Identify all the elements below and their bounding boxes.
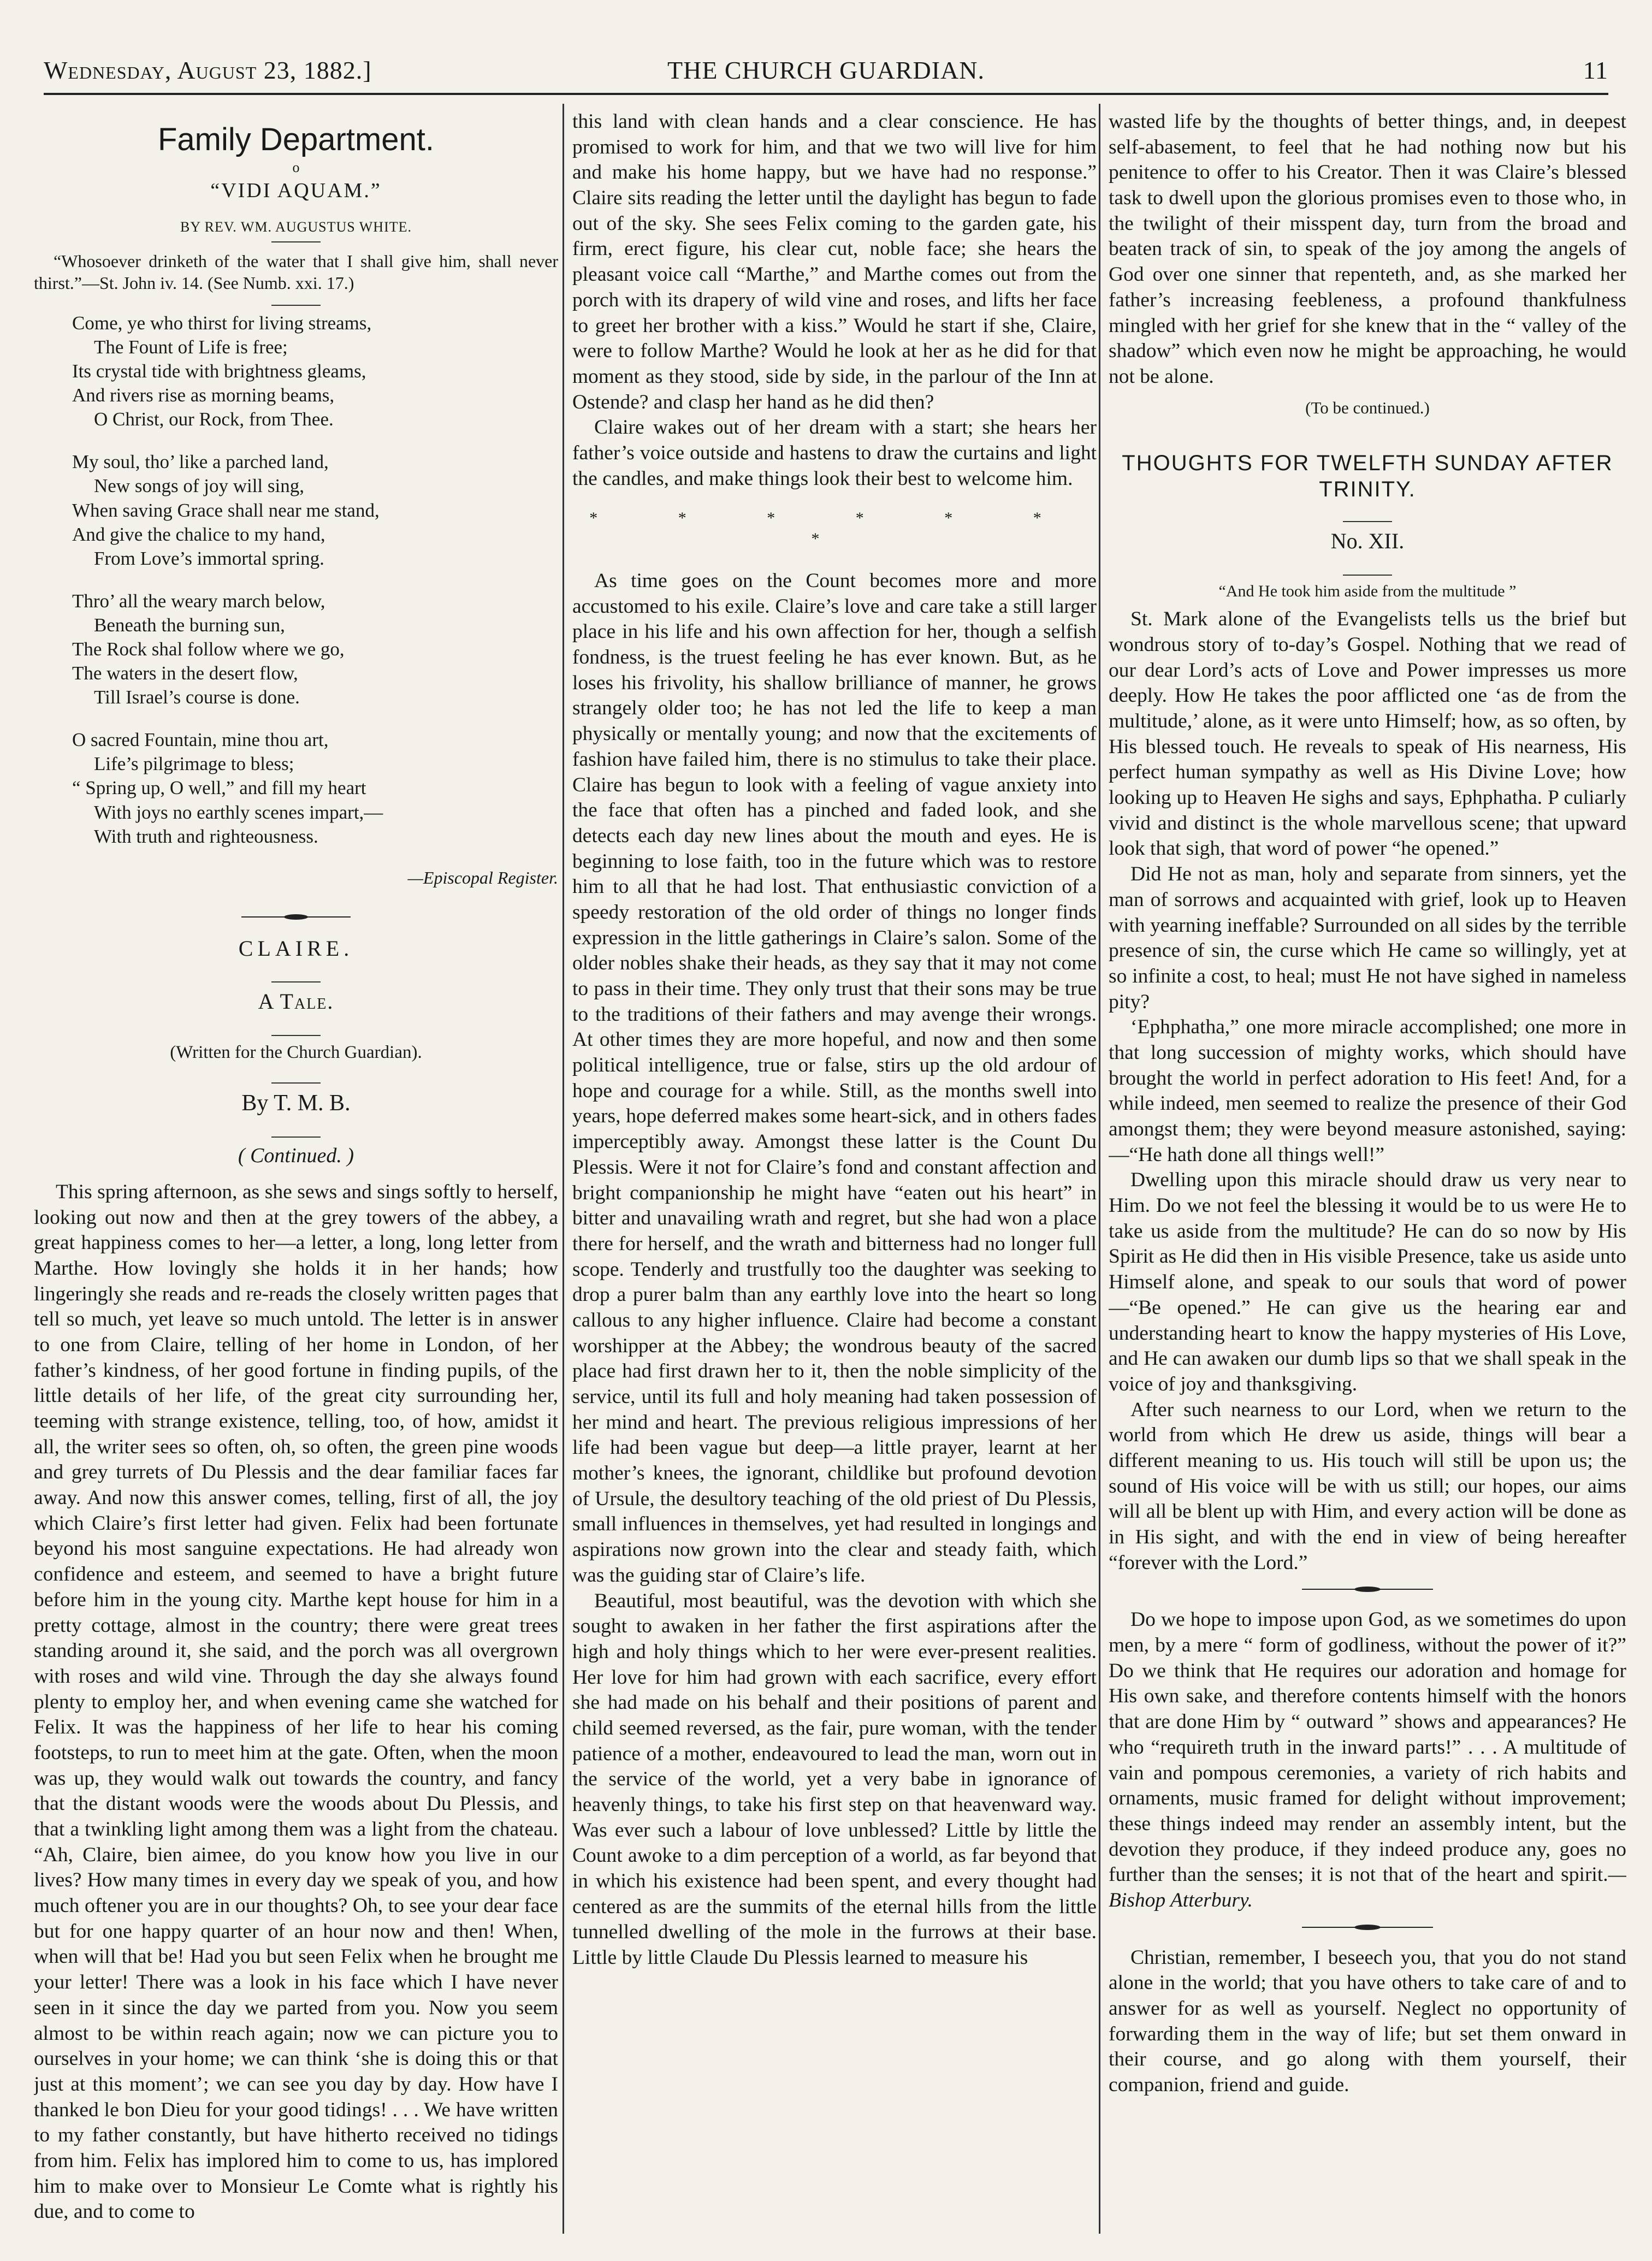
atterbury-source: —Bishop Atterbury. bbox=[1109, 1863, 1626, 1911]
poem-line: Life’s pilgrimage to bless; bbox=[94, 753, 294, 775]
masthead: THE CHURCH GUARDIAN. bbox=[667, 56, 985, 84]
poem-stanza bbox=[72, 728, 558, 848]
article-paragraph: Dwelling upon this miracle should draw us very near to Him. Do we not feel the blessing it would be to us were He to take us aside from the multitude? He can do so now by His Spirit as He did then in His visible Presence, take us aside unto Himself alone, and speak to our souls that word of power—“Be opened.” He can give us the hearing ear and understanding heart to know the happy mysteries of His Love, and He can awaken our dumb lips so that we shall speak in the voice of joy and thanksgiving. bbox=[1109, 1169, 1626, 1395]
article-paragraph bbox=[1109, 1607, 1626, 1913]
issue-date: Wednesday, August 23, 1882.] bbox=[44, 56, 372, 84]
thoughts-epigraph: “And He took him aside from the multitude ” bbox=[1218, 582, 1517, 600]
poem-epigraph: “Whosoever drinketh of the water that I shall give him, shall never thirst.”—St. John iv. 14. (See Numb. xxi. 17.) bbox=[34, 251, 558, 293]
poem-line: “ Spring up, O well,” and fill my heart bbox=[72, 777, 366, 799]
poem-stanza bbox=[72, 589, 558, 709]
article-paragraph: After such nearness to our Lord, when we return to the world from which He drew us aside, things will bear a different meaning to us. His touch will still be upon us; the sound of His voice will be with us still; our hopes, our aims will all be blent up with Him, and every action will be done as in His sight, and with the end in view of being hereafter “forever with the Lord.” bbox=[1109, 1398, 1626, 1574]
article-paragraph: wasted life by the thoughts of better things, and, in deepest self-abasement, to feel that he had nothing now but his penitence to offer to his Creator. Then it was Claire’s blessed task to dwell upon the glorious promises even to those who, in the twilight of their misspent day, turn from the broad and beaten track of sin, to speak of the joy among the angels of God over one sinner that repenteth, and, as she marked her father’s increasing feebleness, a profound thankfulness mingled with her grief for she knew that in the “ valley of the shadow” which even now he might be approaching, he would not be alone. bbox=[1109, 110, 1626, 388]
poem-source: —Episcopal Register. bbox=[407, 867, 558, 887]
poem-line: O sacred Fountain, mine thou art, bbox=[72, 729, 329, 751]
divider bbox=[271, 1035, 321, 1036]
to-be-continued: (To be continued.) bbox=[1305, 398, 1430, 417]
poem-line: Its crystal tide with brightness gleams, bbox=[72, 360, 366, 382]
article-paragraph: this land with clean hands and a clear conscience. He has promised to work for him, and that we two will live for him and make his home happy, but we have had no response.” Claire sits reading the letter until the daylight has begun to fade out of the sky. She sees Felix coming to the garden gate, his firm, erect figure, his clear cut, noble face; she hears the pleasant voice call “Marthe,” and Marthe comes out from the porch with its drapery of wild vine and roses, and lifts her face to greet her brother with a kiss.” Would he start if she, Claire, were to follow Marthe? Would he look at her as he did for that moment as they stood, side by side, in the parlour of the Inn at Ostende? and clasp her hand as he did then? bbox=[572, 110, 1097, 413]
poem-line: And give the chalice to my hand, bbox=[72, 523, 325, 545]
article-paragraph: ‘Ephphatha,” one more miracle accomplished; one more in that long succession of mighty works, which should have brought the world in perfect adoration to His feet! And, for a while indeed, men seemed to realize the presence of their God amongst them; they were beyond measure astonished, saying:—“He hath done all things well!” bbox=[1109, 1016, 1626, 1166]
ornament-divider-icon bbox=[1302, 1585, 1433, 1593]
poem-byline: BY REV. WM. AUGUSTUS WHITE. bbox=[180, 218, 412, 235]
poem-line: My soul, tho’ like a parched land, bbox=[72, 451, 329, 473]
poem-line: New songs of joy will sing, bbox=[94, 475, 304, 497]
tale-continued: ( Continued. ) bbox=[238, 1144, 354, 1167]
poem-stanza bbox=[72, 311, 558, 431]
tale-title: CLAIRE. bbox=[238, 936, 354, 961]
column-3 bbox=[1109, 109, 1626, 2228]
poem-line: The waters in the desert flow, bbox=[72, 662, 298, 684]
divider bbox=[1343, 575, 1392, 576]
poem-body bbox=[72, 311, 558, 849]
poem-title: “VIDI AQUAM.” bbox=[210, 179, 382, 203]
column-1 bbox=[34, 109, 558, 2228]
tale-note: (Written for the Church Guardian). bbox=[170, 1043, 422, 1063]
poem-line: Come, ye who thirst for living streams, bbox=[72, 312, 372, 334]
poem-line: Thro’ all the weary march below, bbox=[72, 590, 325, 612]
column-2 bbox=[572, 109, 1097, 2228]
title-divider: o bbox=[292, 159, 300, 176]
poem-line: With joys no earthly scenes impart,— bbox=[94, 801, 383, 823]
ornament-divider-icon bbox=[1302, 1923, 1433, 1931]
article-paragraph: Christian, remember, I beseech you, that you do not stand alone in the world; that you have others to take care of and to answer for as well as yourself. Neglect no opportunity of forwarding them in the way of life; but set them onward in their course, and go along with them yourself, their companion, friend and guide. bbox=[1109, 1946, 1626, 2097]
column-rule bbox=[1099, 104, 1100, 2234]
poem-line: Beneath the burning sun, bbox=[94, 614, 285, 636]
article-paragraph: Claire wakes out of her dream with a start; she hears her father’s voice outside and hastens to draw the curtains and light the candles, and make things look their best to welcome him. bbox=[572, 416, 1097, 490]
page-number: 11 bbox=[1583, 56, 1608, 84]
page-header bbox=[44, 48, 1608, 95]
poem-line: The Fount of Life is free; bbox=[94, 336, 288, 358]
article-paragraph: This spring afternoon, as she sews and sings softly to herself, looking out now and then at the grey towers of the abbey, a great happiness comes to her—a letter, a long, long letter from Marthe. How lovingly she holds it in her hands; how lingeringly she reads and re-reads the closely written pages that tell so much, yet leave so much untold. The letter is in answer to one from Claire, telling of her home in London, of her father’s kindness, of her good fortune in finding pupils, of the little details of her life, of the great city surrounding her, teeming with strange existence, telling, too, of how, amidst it all, the writer sees so often, oh, so often, the green pine woods and grey turrets of Du Plessis and the dear familiar faces far away. And now this answer comes, telling, first of all, the joy which Claire’s first letter had given. Felix had been fortunate beyond his most sanguine expectations. He had already won confidence and esteem, and seemed to have a bright future before him in the young city. Marthe kept house for him in a pretty cottage, almost in the country; there were great trees standing around it, she said, and the porch was all overgrown with roses and wild vine. Through the day she always found plenty to employ her, and when evening came she watched for Felix. It was the happiness of her life to hear his coming footsteps, to run to meet him at the gate. Often, when the moon was up, they would walk out towards the country, and fancy that the distant woods were the woods about Du Plessis, and that a twinkling light among them was a light from the chateau. “Ah, Claire, bien aimee, do you know how you live in our lives? How many times in every day we speak of you, and how much oftener you are in our thoughts? Oh, to see your dear face but for one happy quarter of an hour now and then! When, when will that be! Had you but seen Felix when he brought me your letter! There was a look in his face which I have never seen in it since the day we parted from you. Now you seem almost to be within reach again; now we can picture you to ourselves in your home; we can think ‘she is doing this or that just at this moment’; we can see you day by day. How have I thanked le bon Dieu for your good tidings! . . . We have written to my father constantly, but have hitherto received no tidings from him. Felix has implored him to come to us, has implored him to make over to Monsieur Le Comte what is rightly his due, and to come to bbox=[34, 1180, 558, 2223]
divider bbox=[1343, 521, 1392, 522]
poem-line: From Love’s immortal spring. bbox=[94, 547, 324, 569]
divider bbox=[271, 1082, 321, 1084]
tale-byline: By T. M. B. bbox=[241, 1091, 351, 1116]
poem-line: O Christ, our Rock, from Thee. bbox=[94, 409, 334, 430]
divider bbox=[271, 241, 321, 242]
article-paragraph: Beautiful, most beautiful, was the devotion with which she sought to awaken in her father the first aspirations after the high and holy things which to her were ever-present realities. Her love for him had grown with each sacrifice, every effort she had made on his behalf and their positions of parent and child seemed reversed, as the fair, pure woman, with the tender patience of a mother, endeavoured to lead the man, worn out in the service of the world, yet a very babe in ignorance of heavenly things, to take his first step on that heavenward way. Was ever such a labour of love unblessed? Little by little the Count awoke to a dim perception of a world, as far beyond that in which his existence had been spent, and every thought had centered as are the summits of the eternal hills from the little tunnelled dwelling of the mole in the furrows at their base. Little by little Claude Du Plessis learned to measure his bbox=[572, 1589, 1097, 1969]
divider bbox=[271, 981, 321, 982]
poem-line: When saving Grace shall near me stand, bbox=[72, 499, 380, 521]
section-break-stars: * * * * * * * bbox=[589, 509, 1080, 548]
column-rule bbox=[562, 104, 564, 2234]
ornament-divider-icon bbox=[241, 913, 351, 921]
article-paragraph: Did He not as man, holy and separate from sinners, yet the man of sorrows and acquainted with grief, look up to Heaven with yearning ineffable? Surrounded on all sides by the terrible presence of sin, the curse which He came so willingly, yet at so infinite a cost, to heal; must He not have sighed in nameless pity? bbox=[1109, 863, 1626, 1013]
thoughts-number: No. XII. bbox=[1330, 529, 1405, 554]
poem-line: Till Israel’s course is done. bbox=[94, 686, 300, 708]
section-title: Family Department. bbox=[157, 122, 435, 157]
thoughts-title: THOUGHTS FOR TWELFTH SUNDAY AFTER TRINITY. bbox=[1122, 451, 1613, 502]
poem-line: The Rock shal follow where we go, bbox=[72, 638, 345, 660]
poem-line: With truth and righteousness. bbox=[94, 825, 318, 847]
divider bbox=[271, 1137, 321, 1138]
poem-stanza bbox=[72, 450, 558, 570]
atterbury-text: Do we hope to impose upon God, as we sometimes do upon men, by a mere “ form of godliness, without the power of it?” Do we think that He requires our adoration and homage for His own sake, and therefore contents himself with the honors that are done Him by “ outward ” shows and appearances? He who “requireth truth in the inward parts!” . . . A multitude of vain and pompous ceremonies, a variety of rich habits and ornaments, music framed for delight without improvement; these things indeed may render an assembly intent, but the devotion they produce, if they indeed produce any, goes no further than the senses; it is not that of the heart and spirit. bbox=[1109, 1608, 1626, 1886]
divider bbox=[271, 305, 321, 306]
tale-subtitle: A Tale. bbox=[258, 989, 334, 1014]
article-paragraph: St. Mark alone of the Evangelists tells us the brief but wondrous story of to-day’s Gospel. Nothing that we read of our dear Lord’s acts of Love and Power impresses us more deeply. How He takes the poor afflicted one ‘as de from the multitude,’ alone, as it were unto Himself; how, as so often, by His blessed touch. He reveals to speak of His nearness, His perfect human sympathy as well as His Divine Love; how looking up to Heaven He sighs and says, Ephphatha. P culiarly vivid and distinct is the whole marvellous scene; that upward look that sigh, that word of power “he opened.” bbox=[1109, 608, 1626, 860]
article-paragraph: As time goes on the Count becomes more and more accustomed to his exile. Claire’s love and care take a still larger place in his life and his own affection for her, though a selfish fondness, is the truest feeling he has ever known. But, as he loses his frivolity, his shallow brilliance of manner, he grows strangely older too; he has not led the life to keep a man physically or mentally young; and now that the excitements of fashion have failed him, there is no stimulus to take their place. Claire has begun to look with a feeling of vague anxiety into the face that often has a pinched and faded look, and she detects each day new lines about the mouth and eyes. He is beginning to lose faith, too in the future which was to restore him to all that he had lost. That enthusiastic conviction of a speedy restoration of the old order of things no longer finds expression in the little gatherings in Claire’s salon. Some of the older nobles shake their heads, as they say that it may not come to pass in their time. They only trust that their sons may be true to the traditions of their fathers and may avenge their wrongs. At other times they are more hopeful, and now and then some political intelligence, true or false, stirs up the old ardour of hope and courage for a while. Still, as the months swell into years, hope deferred makes some heart-sick, and in others fades imperceptibly away. Amongst these latter is the Count Du Plessis. Were it not for Claire’s fond and constant affection and bright companionship he might have “eaten out his heart” in bitter and unavailing wrath and regret, but she had won a place there for herself, and the wrath and bitterness had no longer full scope. Tenderly and trustfully too the daughter was seeking to drop a purer balm than any earthly love into the heart so long callous to any higher influence. Claire had become a constant worshipper at the Abbey; the wondrous beauty of the sacred place had first drawn her to it, then the noble simplicity of the service, until its full and holy meaning had taken possession of her mind and heart. The previous religious impressions of her life had been vague but deep—a little prayer, learnt at her mother’s knees, the ignorant, childlike but profound devotion of Ursule, the desultory teaching of the old priest of Du Plessis, small influences in themselves, yet had resulted in longings and aspirations now grown into the clear and steady faith, which was the guiding star of Claire’s life. bbox=[572, 570, 1097, 1587]
poem-line: And rivers rise as morning beams, bbox=[72, 384, 335, 406]
